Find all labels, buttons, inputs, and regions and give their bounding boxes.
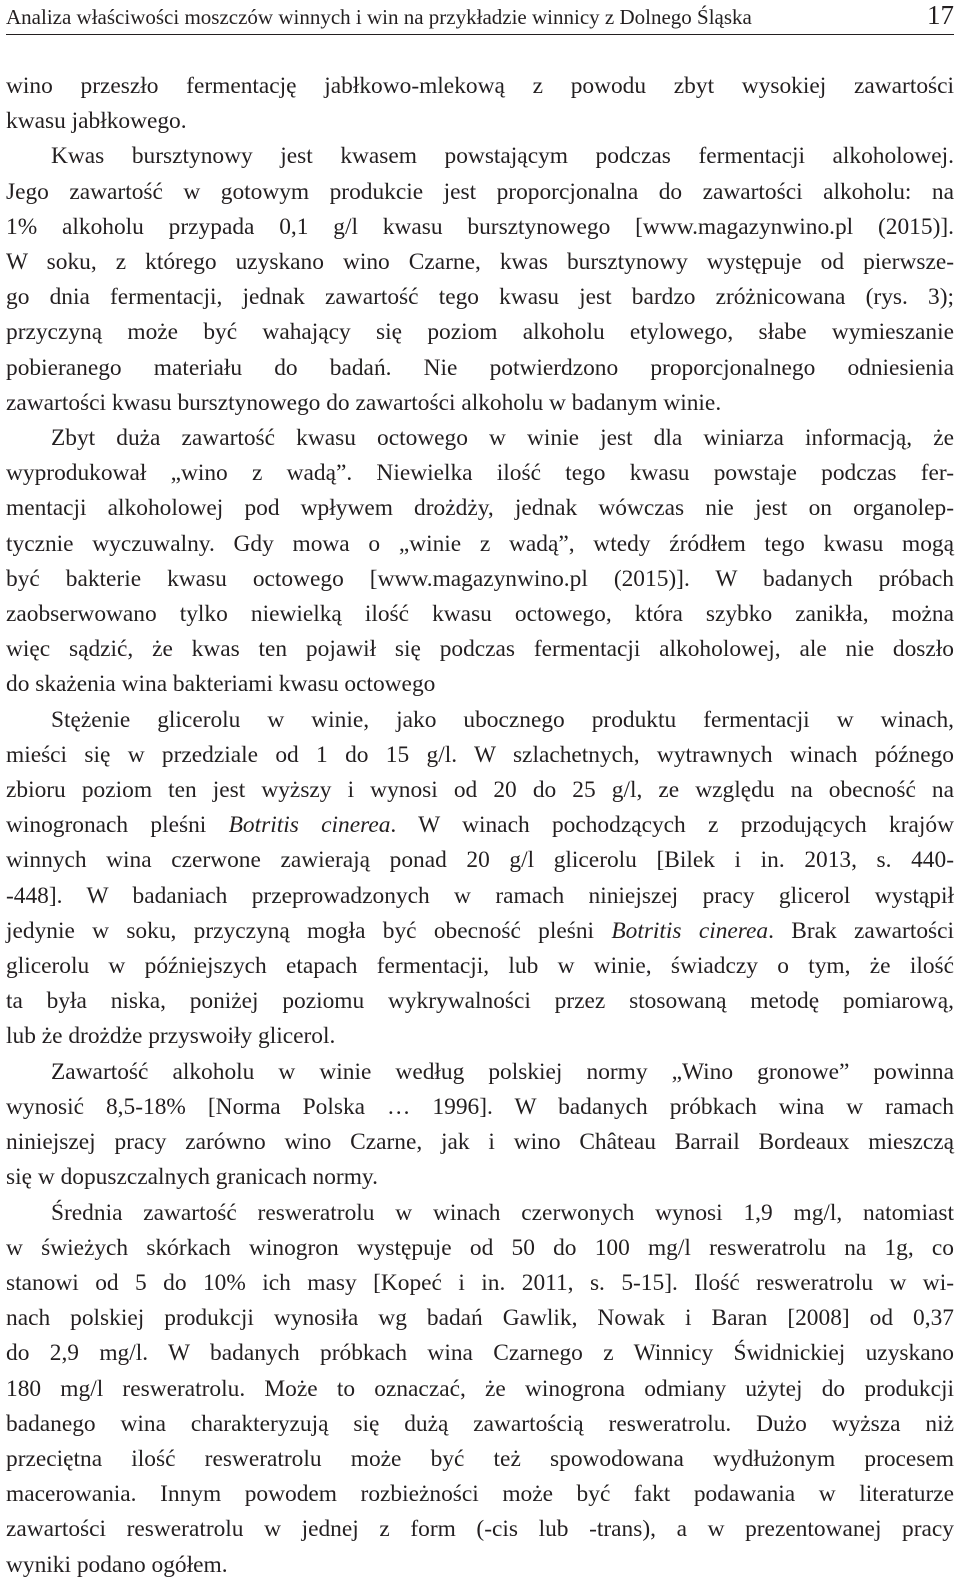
text-line: do 2,9 mg/l. W badanych próbkach wina Czarnego z Winnicy Świdnickiej uzyskano	[6, 1340, 954, 1367]
text-line: kwasu jabłkowego.	[6, 108, 187, 135]
text-line: zawartości kwasu bursztynowego do zawartości alkoholu w badanym winie.	[6, 389, 722, 416]
text-line: 1% alkoholu przypada 0,1 g/l kwasu bursztynowego [www.magazynwino.pl (2015)].	[6, 213, 954, 240]
text-line: wino przeszło fermentację jabłkowo-mlekową z powodu zbyt wysokiej zawartości	[6, 73, 954, 99]
text-line: do skażenia wina bakteriami kwasu octowego	[6, 671, 436, 698]
text-line: tycznie wyczuwalny. Gdy mowa o „winie z wadą”, wtedy źródłem tego kwasu mogą	[6, 530, 954, 557]
text-line: nach polskiej produkcji wynosiła wg badań Gawlik, Nowak i Baran [2008] od 0,37	[6, 1305, 954, 1332]
text-line: go dnia fermentacji, jednak zawartość tego kwasu jest bardzo zróżnicowana (rys. 3);	[6, 284, 954, 311]
text-line: stanowi od 5 do 10% ich masy [Kopeć i in. 2011, s. 5-15]. Ilość resweratrolu w wi-	[6, 1269, 954, 1296]
text-line: być bakterie kwasu octowego [www.magazynwino.pl (2015)]. W badanych próbach	[6, 565, 954, 592]
running-title: Analiza właściwości moszczów winnych i win na przykładzie winnicy z Dolnego Śląska	[6, 5, 752, 29]
text-line: lub że drożdże przyswoiły glicerol.	[6, 1023, 336, 1050]
italic-species-name: Botritis cinerea	[228, 812, 391, 839]
italic-species-name: Botritis cinerea	[611, 917, 769, 944]
text-line: niniejszej pracy zarówno wino Czarne, jak i wino Château Barrail Bordeaux mieszczą	[6, 1129, 954, 1156]
text-line: Jego zawartość w gotowym produkcie jest proporcjonalna do zawartości alkoholu: na	[6, 178, 954, 205]
paragraph	[6, 69, 954, 139]
paragraph	[6, 1196, 954, 1583]
text-line: pobieranego materiału do badań. Nie potwierdzono proporcjonalnego odniesienia	[6, 354, 954, 381]
paragraph	[6, 703, 954, 1055]
text-line: zaobserwowano tylko niewielką ilość kwasu octowego, która szybko zanikła, można	[6, 601, 954, 628]
text-line: Stężenie glicerolu w winie, jako ubocznego produktu fermentacji w winach,	[51, 706, 954, 733]
text-line: Średnia zawartość resweratrolu w winach czerwonych wynosi 1,9 mg/l, natomiast	[51, 1199, 954, 1226]
running-header	[6, 0, 954, 35]
text-line: wynosić 8,5-18% [Norma Polska … 1996]. W badanych próbkach wina w ramach	[6, 1093, 954, 1120]
text-line: mentacji alkoholowej pod wpływem drożdży, jednak wówczas nie jest on organolep-	[6, 495, 954, 522]
document-page	[6, 0, 954, 1583]
text-line: się w dopuszczalnych granicach normy.	[6, 1164, 378, 1191]
text-line: winnych wina czerwone zawierają ponad 20 g/l glicerolu [Bilek i in. 2013, s. 440-	[6, 847, 954, 874]
text-line: zbioru poziom ten jest wyższy i wynosi od 20 do 25 g/l, ze względu na obecność na	[6, 777, 954, 804]
text-line: macerowania. Innym powodem rozbieżności może być fakt podawania w literaturze	[6, 1481, 954, 1508]
text-line: przyczyną może być wahający się poziom alkoholu etylowego, słabe wymieszanie	[6, 319, 954, 346]
text-line: mieści się w przedziale od 1 do 15 g/l. W szlachetnych, wytrawnych winach późnego	[6, 741, 954, 768]
paragraph	[6, 1055, 954, 1196]
text-line: w świeżych skórkach winogron występuje od 50 do 100 mg/l resweratrolu na 1g, co	[6, 1234, 954, 1261]
text-line: W soku, z którego uzyskano wino Czarne, kwas bursztynowy występuje od pierwsze-	[6, 249, 954, 276]
text-line: wyniki podano ogółem.	[6, 1551, 228, 1578]
text-line: więc sądzić, że kwas ten pojawił się podczas fermentacji alkoholowej, ale nie doszło	[6, 636, 954, 663]
text-line: glicerolu w późniejszych etapach fermentacji, lub w winie, świadczy o tym, że ilość	[6, 953, 954, 980]
text-line: Zbyt duża zawartość kwasu octowego w winie jest dla winiarza informacją, że	[51, 425, 954, 452]
text-line: Zawartość alkoholu w winie według polskiej normy „Wino gronowe” powinna	[51, 1058, 954, 1085]
page-number: 17	[927, 0, 954, 30]
text-line: wyprodukował „wino z wadą”. Niewielka ilość tego kwasu powstaje podczas fer-	[6, 460, 954, 487]
paragraph	[6, 139, 954, 421]
text-line: 180 mg/l resweratrolu. Może to oznaczać, że winogrona odmiany użytej do produkcji	[6, 1375, 954, 1402]
text-line: przeciętna ilość resweratrolu może być też spowodowana wydłużonym procesem	[6, 1445, 954, 1472]
text-line: jedynie w soku, przyczyną mogła być obecność pleśni Botritis cinerea. Brak zawartości	[6, 917, 954, 944]
paragraph	[6, 421, 954, 703]
text-line: badanego wina charakteryzują się dużą zawartością resweratrolu. Dużo wyższa niż	[6, 1410, 954, 1437]
text-line: ta była niska, poniżej poziomu wykrywalności przez stosowaną metodę pomiarową,	[6, 988, 954, 1015]
text-line: -448]. W badaniach przeprowadzonych w ramach niniejszej pracy glicerol wystąpił	[6, 882, 954, 909]
text-line: zawartości resweratrolu w jednej z form (-cis lub -trans), a w prezentowanej pracy	[6, 1516, 954, 1543]
text-line: winogronach pleśni Botritis cinerea. W winach pochodzących z przodujących krajów	[6, 812, 954, 839]
text-line: Kwas bursztynowy jest kwasem powstającym podczas fermentacji alkoholowej.	[51, 143, 954, 170]
body-text	[6, 69, 954, 1583]
